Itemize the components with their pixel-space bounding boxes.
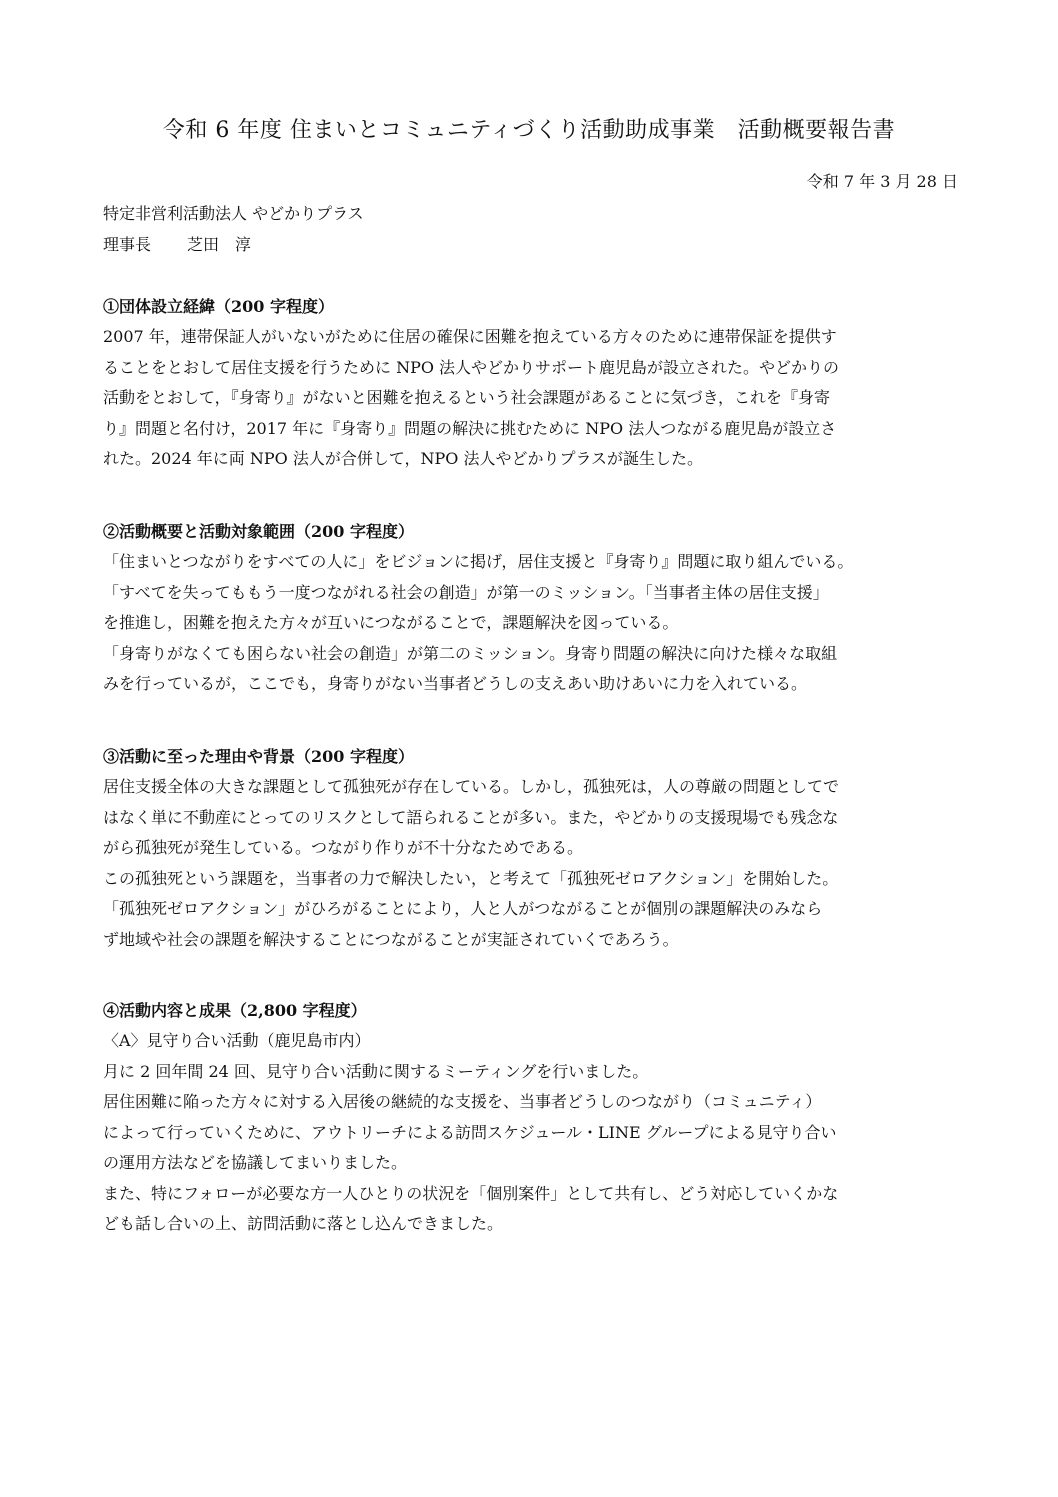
paragraph-line: 居住支援全体の大きな課題として孤独死が存在している。しかし，孤独死は，人の尊厳の問題としてで (103, 777, 840, 796)
paragraph-line: また、特にフォローが必要な方一人ひとりの状況を「個別案件」として共有し、どう対応していくかな (103, 1183, 839, 1203)
representative-name: 芝田 淳 (187, 235, 252, 254)
section-heading: ②活動概要と活動対象範囲（200 字程度） (103, 522, 414, 541)
paragraph-line: り』問題と名付け，2017 年に『身寄り』問題の解決に挑むために NPO 法人つながる鹿児島が設立さ (103, 418, 837, 438)
organization-name: 特定非営利活動法人 やどかりプラス (103, 204, 364, 223)
representative-role: 理事長 (103, 235, 152, 254)
paragraph-line: ることをとおして居住支援を行うために NPO 法人やどかりサポート鹿児島が設立された。やどかりの (103, 357, 840, 377)
paragraph-line: を推進し，困難を抱えた方々が互いにつながることで，課題解決を図っている。 (103, 613, 679, 632)
paragraph-line: 〈A〉見守り合い活動（鹿児島市内） (103, 1031, 371, 1050)
paragraph-line: 居住困難に陥った方々に対する入居後の継続的な支援を、当事者どうしのつながり（コミュニティ） (103, 1092, 822, 1111)
document-title: 令和 6 年度 住まいとコミュニティづくり活動助成事業 活動概要報告書 (162, 118, 896, 143)
paragraph-line: がら孤独死が発生している。つながり作りが不十分なためである。 (103, 838, 584, 857)
section-activity-overview (103, 517, 973, 700)
report-date: 令和 7 年 3 月 28 日 (806, 172, 958, 191)
paragraph-line: この孤独死という課題を，当事者の力で解決したい，と考えて「孤独死ゼロアクション」を開始した。 (103, 868, 839, 888)
paragraph-line: 2007 年，連帯保証人がいないがために住居の確保に困難を抱えている方々のために連帯保証を提供す (103, 327, 837, 346)
paragraph-line: ず地域や社会の課題を解決することにつながることが実証されていくであろう。 (103, 929, 679, 949)
paragraph-line: れた。2024 年に両 NPO 法人が合併して，NPO 法人やどかりプラスが誕生した。 (103, 449, 704, 468)
paragraph-line: の運用方法などを協議してまいりました。 (103, 1153, 408, 1172)
paragraph-line: みを行っているが，ここでも，身寄りがない当事者どうしの支えあい助けあいに力を入れている。 (103, 674, 808, 693)
paragraph-line: 「身寄りがなくても困らない社会の創造」が第二のミッション。身寄り問題の解決に向けた様々な取組 (103, 643, 838, 663)
representative (103, 230, 251, 260)
section-heading: ①団体設立経緯（200 字程度） (103, 297, 334, 316)
paragraph-line: はなく単に不動産にとってのリスクとして語られることが多い。また，やどかりの支援現場でも残念な (103, 807, 839, 827)
paragraph-line: 「住まいとつながりをすべての人に」をビジョンに掲げ，居住支援と『身寄り』問題に取り組んでいる。 (103, 552, 854, 571)
paragraph-line: 「孤独死ゼロアクション」がひろがることにより，人と人がつながることが個別の課題解決のみなら (103, 899, 823, 918)
paragraph-line: 「すべてを失ってももう一度つながれる社会の創造」が第一のミッション。「当事者主体の居住支援」 (103, 582, 829, 602)
section-background (103, 742, 973, 955)
section-heading: ③活動に至った理由や背景（200 字程度） (103, 747, 414, 766)
paragraph-line: 活動をとおして，『身寄り』がないと困難を抱えるという社会課題があることに気づき，これを『身寄 (103, 388, 831, 407)
paragraph-line: ども話し合いの上、訪問活動に落とし込んできました。 (103, 1214, 504, 1233)
section-activities-results (103, 996, 973, 1240)
paragraph-line: によって行っていくために、アウトリーチによる訪問スケジュール・LINE グループによる見守り合い (103, 1122, 837, 1142)
section-heading: ④活動内容と成果（2,800 字程度） (103, 1001, 367, 1020)
section-establishment-history (103, 292, 973, 475)
paragraph-line: 月に 2 回年間 24 回、見守り合い活動に関するミーティングを行いました。 (103, 1061, 649, 1081)
